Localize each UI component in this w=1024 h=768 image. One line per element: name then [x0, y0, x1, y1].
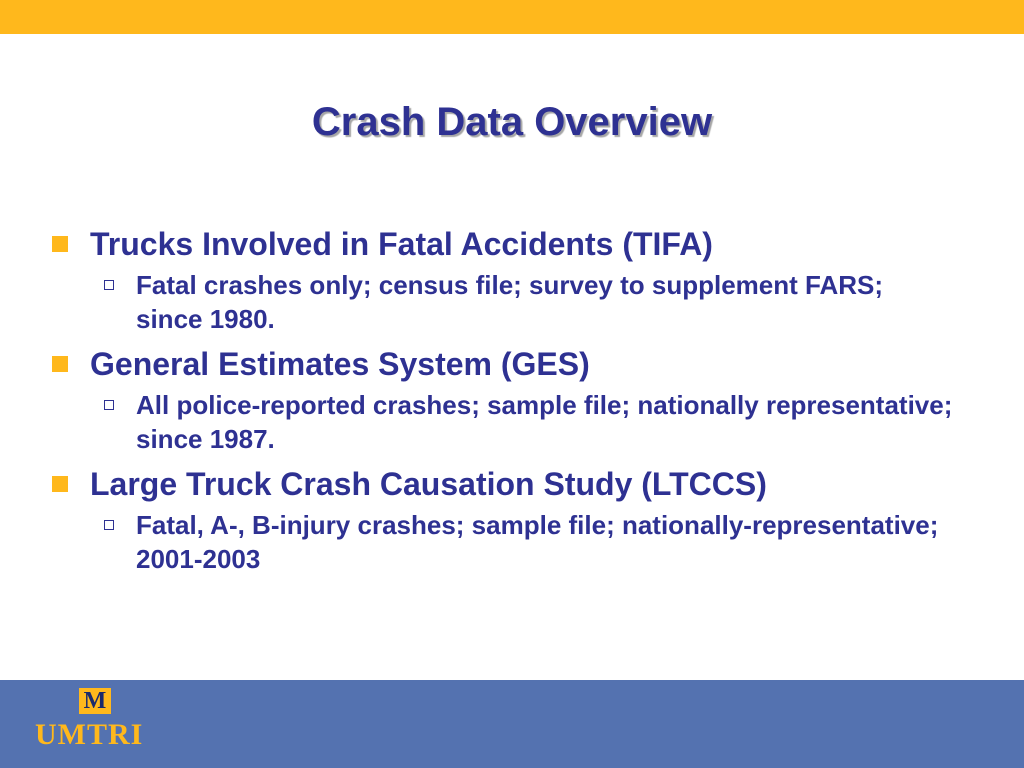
hollow-square-bullet-icon [104, 400, 114, 410]
bullet-label: Large Truck Crash Causation Study (LTCCS) [90, 466, 767, 502]
bullet-item [52, 344, 992, 384]
bullet-list [52, 224, 992, 584]
square-bullet-icon [52, 476, 68, 492]
bullet-item [52, 464, 992, 504]
block-m-icon: M [79, 688, 111, 714]
square-bullet-icon [52, 236, 68, 252]
square-bullet-icon [52, 356, 68, 372]
sub-bullet-item [104, 268, 992, 336]
bullet-item [52, 224, 992, 264]
bullet-label: Trucks Involved in Fatal Accidents (TIFA) [90, 226, 713, 262]
sub-bullet-text: All police-reported crashes; sample file; nationally representative; since 1987. [136, 390, 953, 454]
sub-bullet-text: Fatal, A-, B-injury crashes; sample file; nationally-representative; 2001-2003 [136, 510, 939, 574]
slide-title: Crash Data Overview [311, 100, 713, 144]
bullet-label: General Estimates System (GES) [90, 346, 590, 382]
sub-bullet-text: Fatal crashes only; census file; survey to supplement FARS; since 1980. [136, 270, 883, 334]
sub-bullet-item [104, 388, 992, 456]
hollow-square-bullet-icon [104, 520, 114, 530]
umtri-logo [35, 688, 155, 758]
hollow-square-bullet-icon [104, 280, 114, 290]
logo-wordmark: UMTRI [35, 718, 144, 751]
top-accent-bar [0, 0, 1024, 34]
sub-bullet-item [104, 508, 992, 576]
